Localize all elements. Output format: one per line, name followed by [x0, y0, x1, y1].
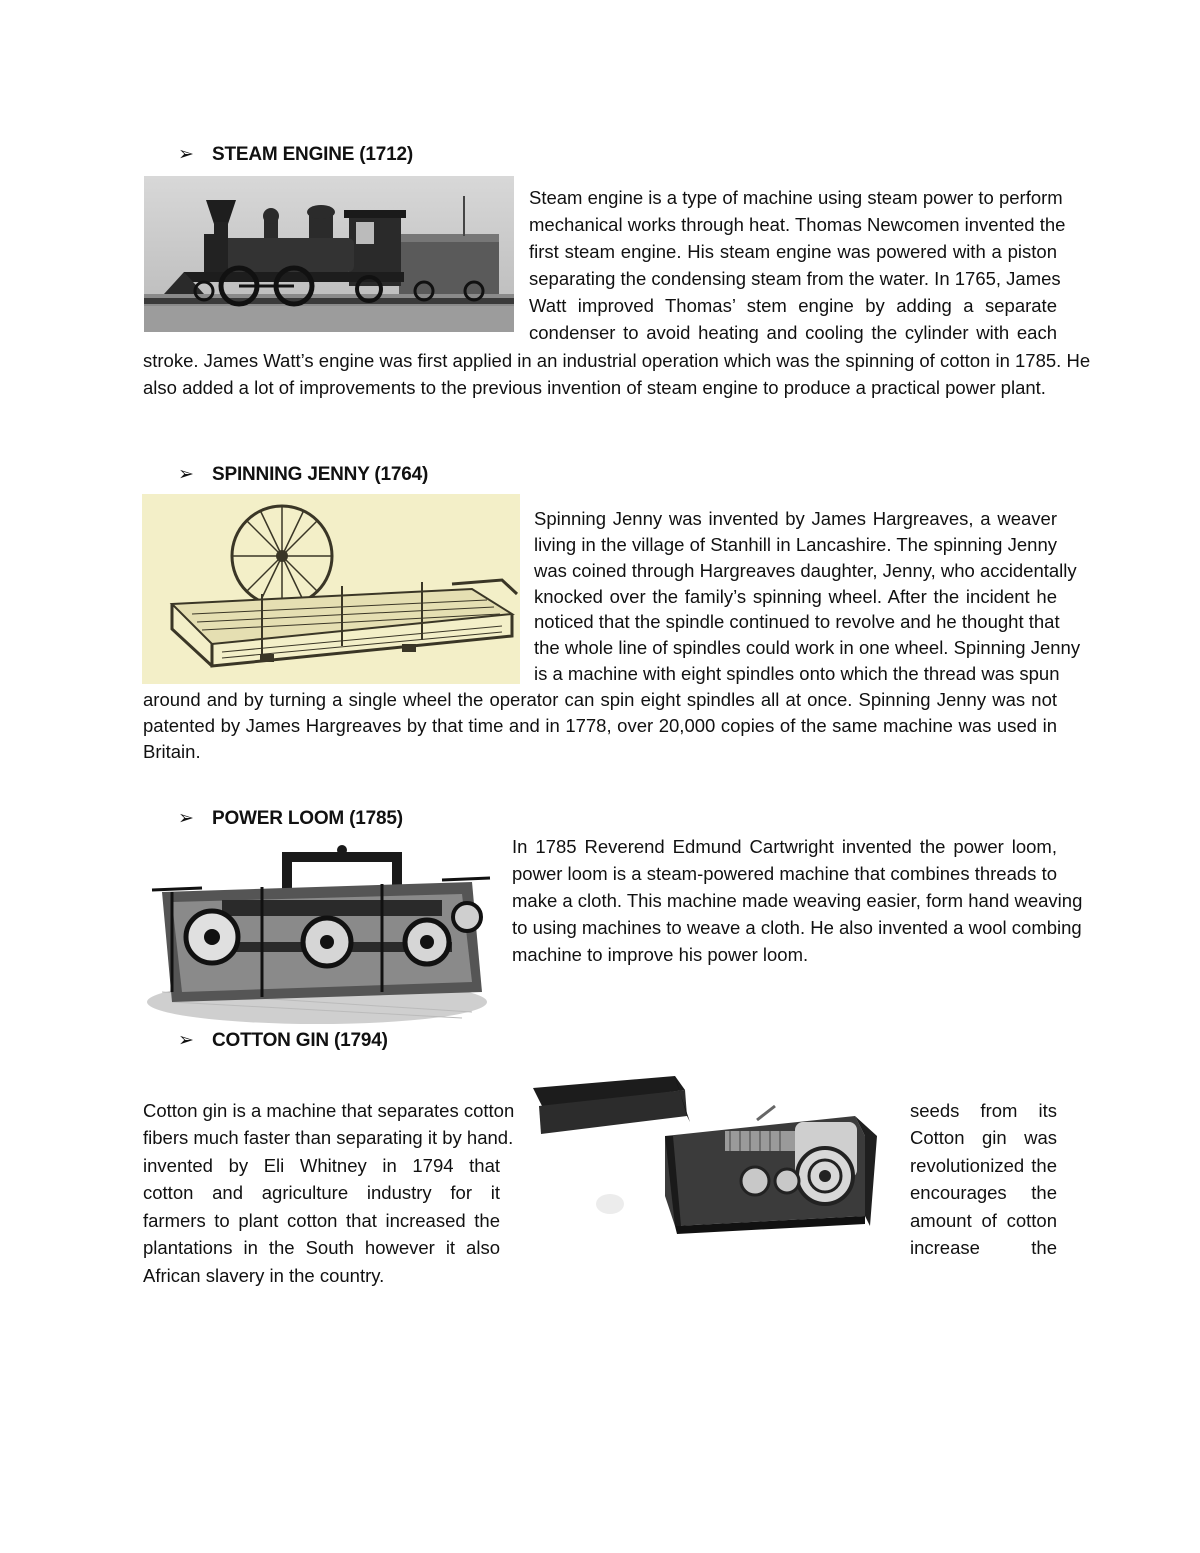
steam-text-line: Watt improved Thomas’ stem engine by adding a separate	[529, 295, 1057, 316]
gin-text-line: invented by Eli Whitney in 1794 that	[143, 1155, 500, 1176]
jenny-text-line: patented by James Hargreaves by that time and in 1778, over 20,000 copies of the same machine was used in	[143, 715, 1057, 736]
gin-text-line-right: seeds from its	[910, 1100, 1057, 1121]
gin-text-line: Cotton gin is a machine that separates cotton	[143, 1100, 515, 1121]
heading-text: POWER LOOM (1785)	[212, 808, 403, 829]
arrow-bullet-icon: ➢	[178, 464, 194, 485]
jenny-text-line: Spinning Jenny was invented by James Hargreaves, a weaver	[534, 508, 1057, 529]
heading-text: COTTON GIN (1794)	[212, 1030, 388, 1051]
loom-text-line: to using machines to weave a cloth. He also invented a wool combing	[512, 917, 1082, 938]
gin-text-line: cotton and agriculture industry for it	[143, 1182, 500, 1203]
gin-text-line-right: amount of cotton	[910, 1210, 1057, 1231]
jenny-text-line: noticed that the spindle continued to revolve and he thought that	[534, 611, 1060, 632]
gin-text-line: fibers much faster than separating it by hand.	[143, 1127, 514, 1148]
steam-text-line: mechanical works through heat. Thomas Newcomen invented the	[529, 214, 1066, 235]
gin-text-line-right: Cotton gin was	[910, 1127, 1057, 1148]
cotton-gin-image	[525, 1076, 885, 1236]
steam-text-line: separating the condensing steam from the water. In 1765, James	[529, 268, 1061, 289]
gin-text-line-right: revolutionized the	[910, 1155, 1057, 1176]
heading-steam-engine	[178, 143, 413, 166]
jenny-text-line: is a machine with eight spindles onto which the thread was spun	[534, 663, 1060, 684]
jenny-text-line: around and by turning a single wheel the operator can spin eight spindles all at once. Spinning Jenny was not	[143, 689, 1057, 710]
steam-text-line: first steam engine. His steam engine was powered with a piston	[529, 241, 1057, 262]
steam-engine-image	[144, 176, 514, 332]
power-loom-image	[142, 842, 494, 1028]
gin-text-line-right: increase the	[910, 1237, 1057, 1258]
gin-text-line: farmers to plant cotton that increased the	[143, 1210, 500, 1231]
spinning-jenny-image	[142, 494, 520, 684]
jenny-text-line: living in the village of Stanhill in Lancashire. The spinning Jenny	[534, 534, 1057, 555]
loom-text-line: make a cloth. This machine made weaving easier, form hand weaving	[512, 890, 1083, 911]
loom-text-line: machine to improve his power loom.	[512, 944, 809, 965]
heading-text: SPINNING JENNY (1764)	[212, 464, 429, 485]
arrow-bullet-icon: ➢	[178, 808, 194, 829]
jenny-text-line: was coined through Hargreaves daughter, Jenny, who accidentally	[534, 560, 1077, 581]
steam-text-line: Steam engine is a type of machine using steam power to perform	[529, 187, 1063, 208]
heading-cotton-gin	[178, 1029, 388, 1052]
gin-text-line-right: encourages the	[910, 1182, 1057, 1203]
arrow-bullet-icon: ➢	[178, 144, 194, 165]
steam-text-line: condenser to avoid heating and cooling the cylinder with each	[529, 322, 1057, 343]
arrow-bullet-icon: ➢	[178, 1030, 194, 1051]
loom-text-line: In 1785 Reverend Edmund Cartwright invented the power loom,	[512, 836, 1057, 857]
jenny-text-line: the whole line of spindles could work in one wheel. Spinning Jenny	[534, 637, 1081, 658]
steam-text-line: stroke. James Watt’s engine was first applied in an industrial operation which was the spinning of cotton in 1785. He	[143, 350, 1091, 371]
steam-text-line: also added a lot of improvements to the previous invention of steam engine to produce a practical power plant.	[143, 377, 1046, 398]
gin-text-line: African slavery in the country.	[143, 1265, 385, 1286]
loom-text-line: power loom is a steam-powered machine that combines threads to	[512, 863, 1057, 884]
jenny-text-line: Britain.	[143, 741, 201, 762]
heading-spinning-jenny	[178, 463, 428, 486]
jenny-text-line: knocked over the family’s spinning wheel. After the incident he	[534, 586, 1057, 607]
gin-text-line: plantations in the South however it also	[143, 1237, 500, 1258]
heading-power-loom	[178, 807, 403, 830]
heading-text: STEAM ENGINE (1712)	[212, 144, 414, 165]
